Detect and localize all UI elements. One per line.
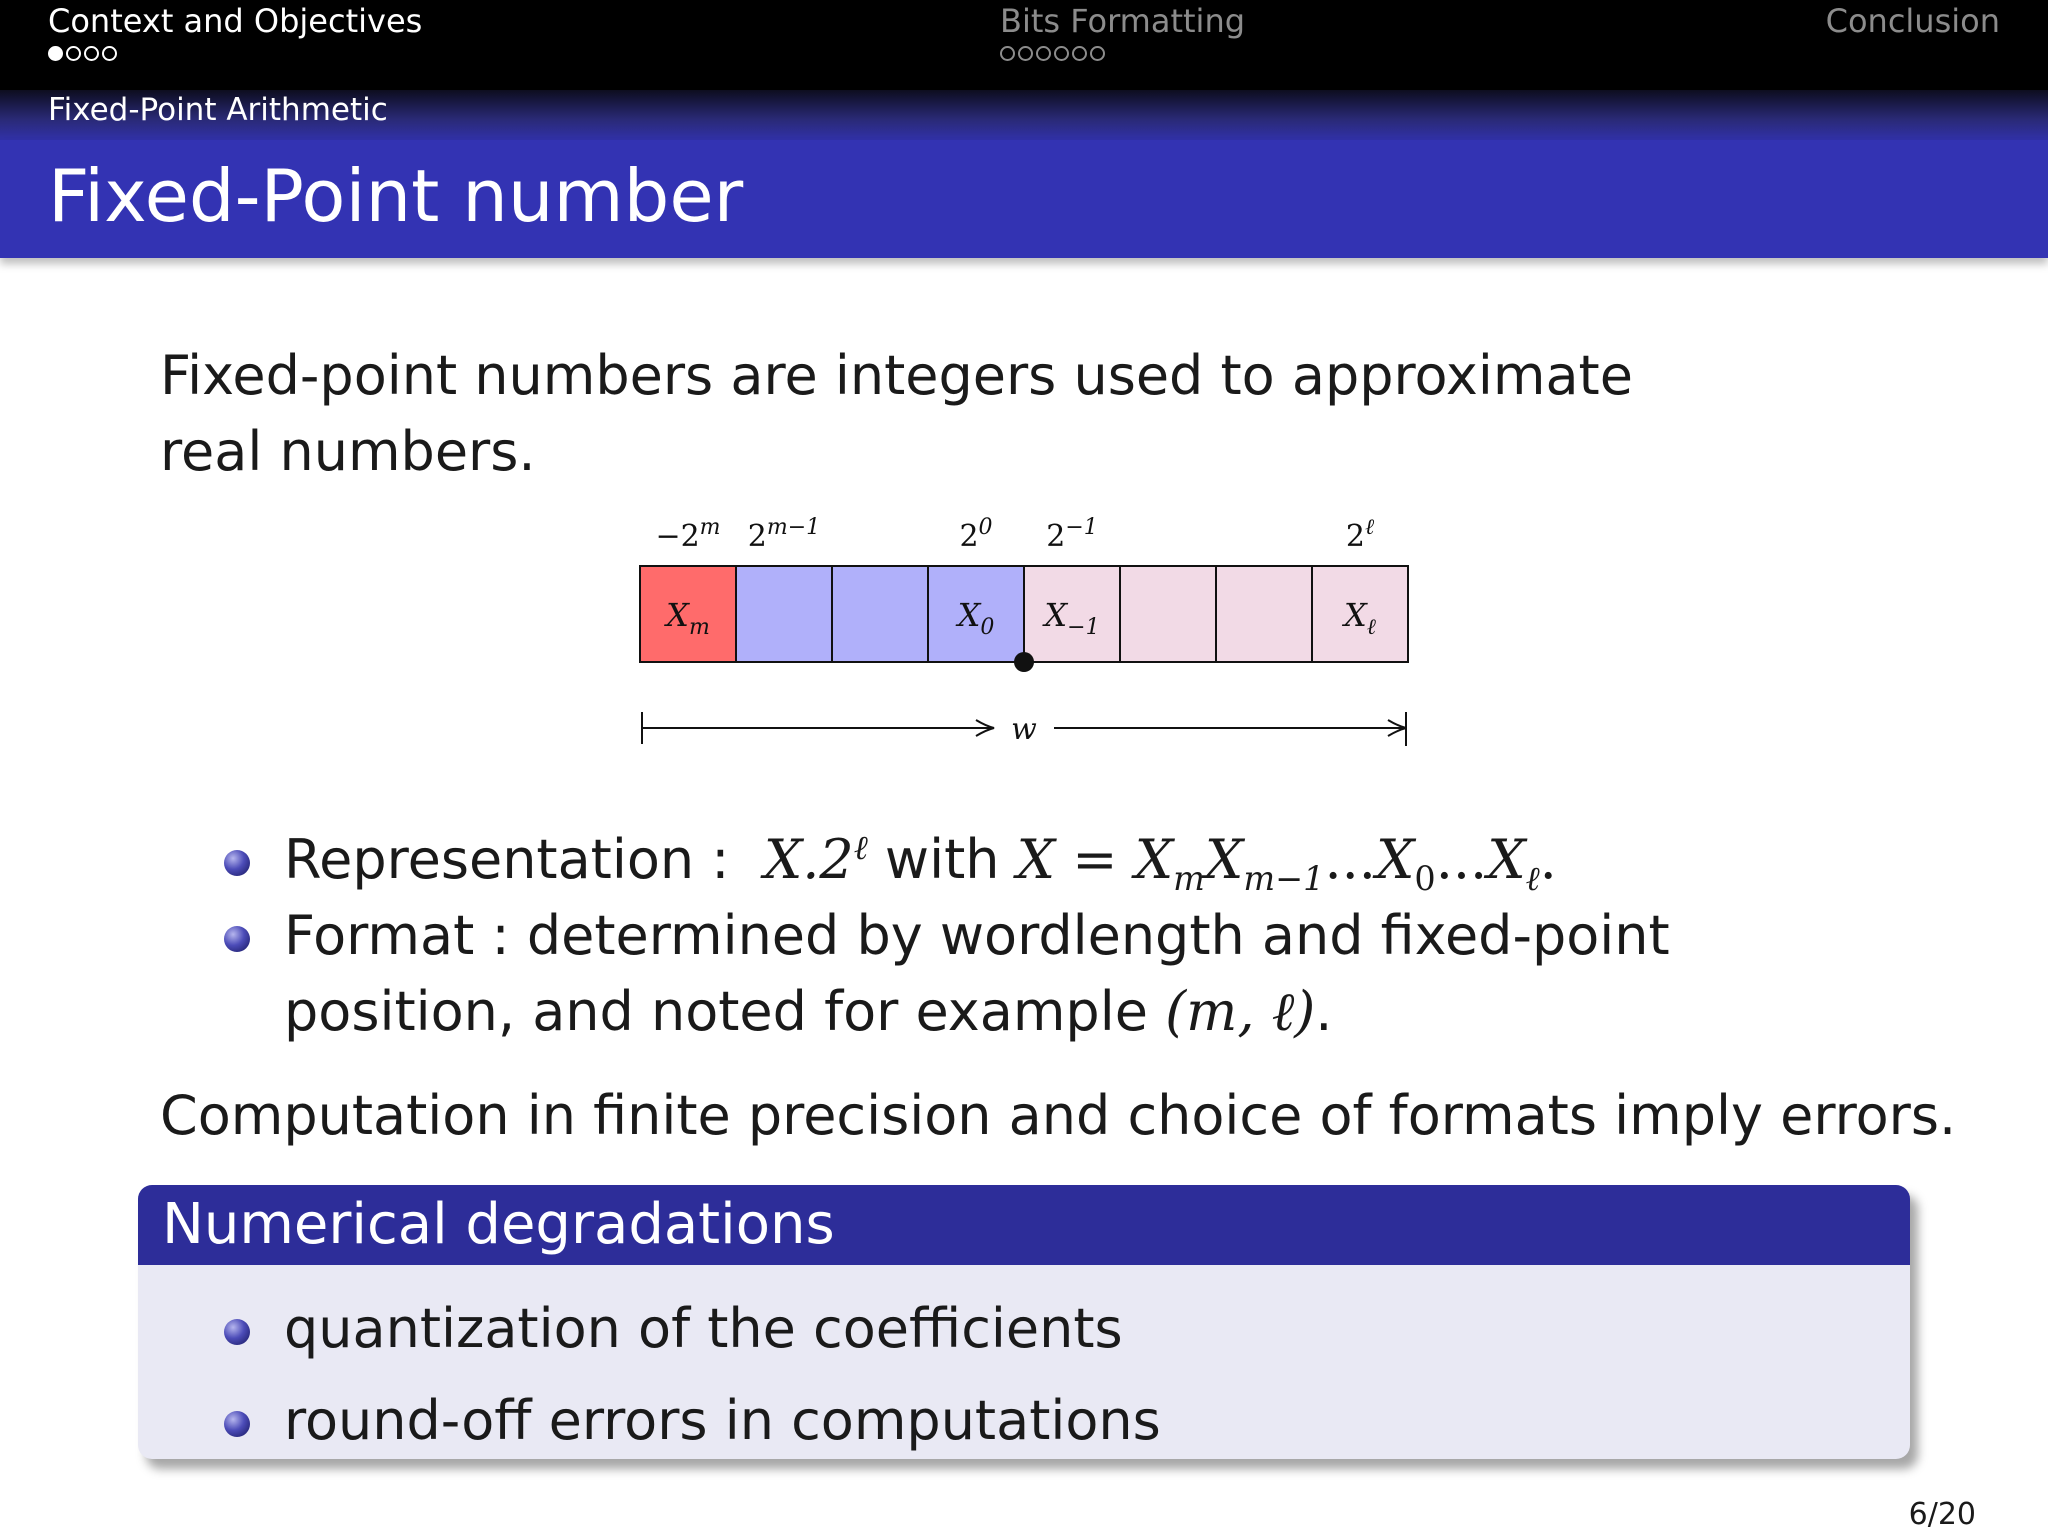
digit-xm1-sub: m−1 xyxy=(1243,858,1325,898)
digit-xm: X xyxy=(1134,828,1174,891)
bullet-ball-icon xyxy=(224,1411,250,1437)
formula-equals: = xyxy=(1072,828,1118,891)
formula-var: X xyxy=(1016,828,1056,891)
format-notation: (m, ℓ) xyxy=(1165,980,1316,1043)
digit-xl-sub: ℓ xyxy=(1525,858,1540,898)
nav-section-label[interactable]: Bits Formatting xyxy=(1000,2,1246,40)
main-bullet-list xyxy=(224,822,1864,1050)
block-bullet-list xyxy=(224,1283,1161,1459)
digit-dots: ... xyxy=(1435,828,1488,891)
bit-weight-label: $2^0$ xyxy=(959,515,993,554)
subsection-title[interactable]: Fixed-Point Arithmetic xyxy=(48,92,388,128)
bit-cell xyxy=(1216,566,1312,662)
bit-cells xyxy=(640,566,1408,672)
format-period: . xyxy=(1315,980,1333,1043)
intro-text: Fixed-point numbers are integers used to approximate real numbers. xyxy=(160,344,1633,483)
word-width-indicator xyxy=(642,712,1406,747)
representation-digits xyxy=(1016,828,1557,898)
bit-cell-label: $X_m$ xyxy=(666,596,710,640)
bit-weight-label: $2^\ell$ xyxy=(1345,515,1375,554)
bullet-ball-icon xyxy=(224,926,250,952)
closing-text: Computation in finite precision and choice of formats imply errors. xyxy=(160,1084,1957,1147)
block-item-text: round-off errors in computations xyxy=(284,1389,1161,1452)
block-item-quantization xyxy=(224,1283,1161,1375)
representation-formula xyxy=(747,828,868,891)
representation-with: with xyxy=(884,828,1000,891)
word-width-label: w xyxy=(1011,712,1037,747)
numerical-degradations-block xyxy=(138,1185,1910,1459)
formula-base: X.2 xyxy=(763,828,854,891)
formula-period: . xyxy=(1539,828,1557,891)
digit-dots: ... xyxy=(1324,828,1376,891)
bit-weight-label: $2^{m-1}$ xyxy=(747,515,821,554)
format-label: Format : xyxy=(284,904,510,967)
nav-section-label[interactable]: Context and Objectives xyxy=(48,2,423,40)
bit-cell xyxy=(1120,566,1216,662)
digit-xm-sub: m xyxy=(1173,858,1205,898)
page-number: 6/20 xyxy=(1908,1497,1976,1532)
bit-cell-label: $X_{-1}$ xyxy=(1044,596,1100,640)
block-title: Numerical degradations xyxy=(138,1185,1910,1265)
format-text: determined by wordlength and fixed-point position, and noted for example xyxy=(284,904,1670,1043)
nav-section-label[interactable]: Conclusion xyxy=(1825,2,2000,40)
bit-cell xyxy=(736,566,832,662)
bit-cell xyxy=(832,566,928,662)
formula-exponent: ℓ xyxy=(853,828,868,867)
bit-weight-label: $2^{-1}$ xyxy=(1046,515,1098,554)
representation-label: Representation : xyxy=(284,828,730,891)
digit-x0: X xyxy=(1375,828,1415,891)
bullet-format xyxy=(224,898,1864,1050)
digit-xm1: X xyxy=(1204,828,1244,891)
block-item-roundoff xyxy=(224,1375,1161,1459)
bullet-representation xyxy=(224,822,1864,898)
bit-cell-label: $X_0$ xyxy=(957,596,995,640)
block-item-text: quantization of the coefficients xyxy=(284,1297,1123,1360)
bit-cell-label: $X_\ell$ xyxy=(1344,596,1376,640)
frame-title: Fixed-Point number xyxy=(48,154,744,238)
bit-cell xyxy=(1024,566,1120,662)
bit-weight-label: $-2^m$ xyxy=(655,515,721,554)
digit-xl: X xyxy=(1487,828,1526,891)
bullet-ball-icon xyxy=(224,1319,250,1345)
bullet-ball-icon xyxy=(224,850,250,876)
digit-x0-sub: 0 xyxy=(1414,858,1436,898)
binary-point-marker xyxy=(1014,652,1034,672)
bit-weight-labels xyxy=(655,515,1375,554)
